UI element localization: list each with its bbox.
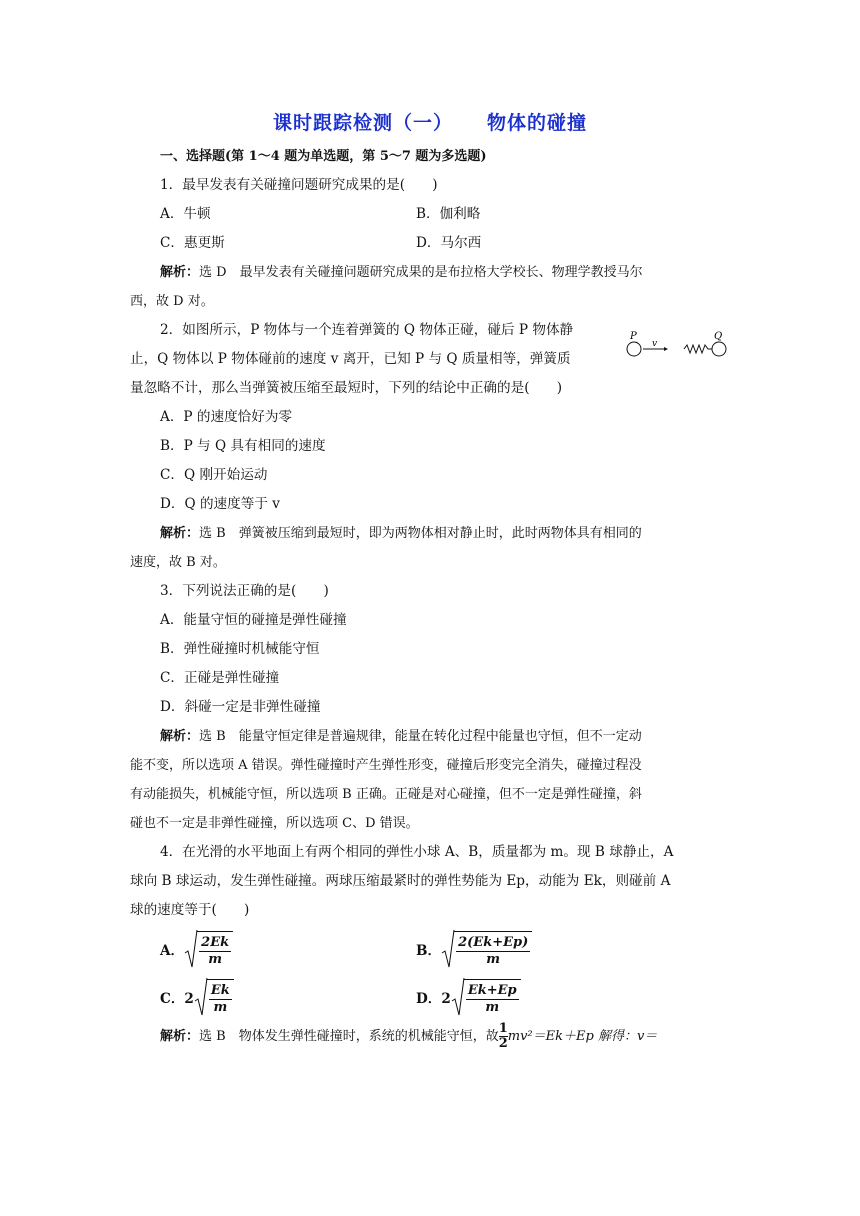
question-1-stem: 1．最早发表有关碰撞问题研究成果的是( ) (160, 177, 438, 193)
ball-q-icon (712, 342, 726, 356)
analysis-text-2: 速度，故 B 对。 (130, 555, 226, 570)
analysis-text: 选 B 物体发生弹性碰撞时，系统的机械能守恒，故 (199, 1029, 499, 1044)
question-2-option-d: D．Q 的速度等于 v (160, 496, 280, 512)
question-4-option-a (160, 929, 416, 969)
option-label: C．2 (160, 991, 194, 1007)
fraction-numerator: 2Ek (201, 934, 230, 950)
question-2-analysis (130, 519, 730, 577)
option-label: B． (416, 943, 442, 959)
question-4-stem-line-3: 球的速度等于( ) (130, 902, 250, 918)
fraction-numerator: 1 (498, 1021, 508, 1036)
question-1-option-a: A．牛顿 (160, 206, 211, 222)
sqrt-sign (451, 977, 521, 1017)
figure-label-v: v (652, 339, 658, 349)
analysis-text-3: 有动能损失，机械能守恒，所以选项 B 正确。正碰是对心碰撞，但不一定是弹性碰撞，斜 (130, 787, 642, 802)
analysis-label: 解析： (160, 1029, 200, 1044)
question-4-analysis (130, 1021, 730, 1053)
section-header: 一、选择题(第 1～4 题为单选题，第 5～7 题为多选题) (160, 149, 487, 164)
page-title (130, 108, 730, 138)
question-3-analysis (130, 722, 730, 838)
question-2-option-b: B．P 与 Q 具有相同的速度 (160, 438, 326, 454)
analysis-text-4: 碰也不一定是非弹性碰撞，所以选项 C、D 错误。 (130, 816, 419, 831)
analysis-label: 解析： (160, 526, 200, 541)
fraction-denominator: m (213, 999, 228, 1015)
question-2-stem-line-1: 2．如图所示，P 物体与一个连着弹簧的 Q 物体正碰，碰后 P 物体静 (160, 322, 574, 338)
question-3-option-d: D．斜碰一定是非弹性碰撞 (160, 699, 321, 715)
question-2-stem-line-2: 止，Q 物体以 P 物体碰前的速度 v 离开，已知 P 与 Q 质量相等，弹簧质 (130, 351, 571, 367)
figure-label-p: P (630, 331, 637, 342)
fraction-half (499, 1022, 508, 1051)
title-topic: 物体的碰撞 (487, 112, 588, 134)
question-4-stem-line-1: 4．在光滑的水平地面上有两个相同的弹性小球 A、B，质量都为 m。现 B 球静止，A (160, 844, 674, 860)
question-2-option-a: A．P 的速度恰好为零 (160, 409, 293, 425)
question-3-option-a: A．能量守恒的碰撞是弹性碰撞 (160, 612, 347, 628)
question-3-stem: 3．下列说法正确的是( ) (160, 583, 329, 599)
fraction-numerator: 2(Ek+Ep) (458, 934, 529, 950)
question-4-option-b (416, 929, 672, 969)
ball-p-icon (627, 342, 641, 356)
question-1-option-c: C．惠更斯 (160, 235, 225, 251)
analysis-text-1: 选 D 最早发表有关碰撞问题研究成果的是布拉格大学校长、物理学教授马尔 (199, 265, 643, 280)
fraction-numerator: Ek+Ep (467, 982, 517, 998)
analysis-label: 解析： (160, 729, 200, 744)
fraction-denominator: m (486, 951, 501, 967)
question-3-option-b: B．弹性碰撞时机械能守恒 (160, 641, 320, 657)
fraction-numerator: Ek (210, 982, 230, 998)
analysis-text-1: 选 B 能量守恒定律是普遍规律，能量在转化过程中能量也守恒，但不一定动 (199, 729, 642, 744)
option-label: A． (160, 943, 185, 959)
question-4-options-row-2 (130, 973, 730, 1021)
question-3-option-c: C．正碰是弹性碰撞 (160, 670, 280, 686)
question-2-stem-line-3: 量忽略不计，那么当弹簧被压缩至最短时，下列的结论中正确的是( ) (130, 380, 563, 396)
question-1-analysis (130, 258, 730, 316)
analysis-text-2: 西，故 D 对。 (130, 294, 214, 309)
analysis-tail: mv²＝Ek＋Ep 解得：v＝ (507, 1029, 658, 1044)
analysis-text-1: 选 B 弹簧被压缩到最短时，即为两物体相对静止时，此时两物体具有相同的 (199, 526, 642, 541)
sqrt-sign (194, 977, 234, 1017)
question-1-options-row-1 (130, 200, 730, 229)
fraction-denominator: m (208, 951, 223, 967)
question-4-stem-line-2: 球向 B 球运动，发生弹性碰撞。两球压缩最紧时的弹性势能为 Ep，动能为 Ek，则碰前 A (130, 873, 671, 889)
analysis-text-2: 能不变，所以选项 A 错误。弹性碰撞时产生弹性形变，碰撞后形变完全消失，碰撞过程没 (130, 758, 642, 773)
question-4-option-d (416, 977, 672, 1017)
title-main: 课时跟踪检测（一） (272, 112, 453, 134)
arrow-head-icon (664, 347, 668, 351)
question-1-options-row-2 (130, 229, 730, 258)
collision-figure (624, 330, 734, 360)
question-1-option-d: D．马尔西 (416, 235, 482, 251)
question-4-options-row-1 (130, 925, 730, 973)
sqrt-sign (441, 929, 532, 969)
analysis-label: 解析： (160, 265, 200, 280)
spring-icon (684, 345, 712, 353)
fraction-denominator: 2 (498, 1036, 508, 1051)
question-1-option-b: B．伽利略 (416, 206, 481, 222)
document-page (130, 108, 730, 1053)
question-4-option-c (160, 977, 416, 1017)
sqrt-sign (184, 929, 233, 969)
question-2-option-c: C．Q 刚开始运动 (160, 467, 268, 483)
fraction-denominator: m (485, 999, 500, 1015)
option-label: D．2 (416, 991, 451, 1007)
figure-label-q: Q (714, 331, 723, 342)
question-4-stem (130, 838, 730, 925)
